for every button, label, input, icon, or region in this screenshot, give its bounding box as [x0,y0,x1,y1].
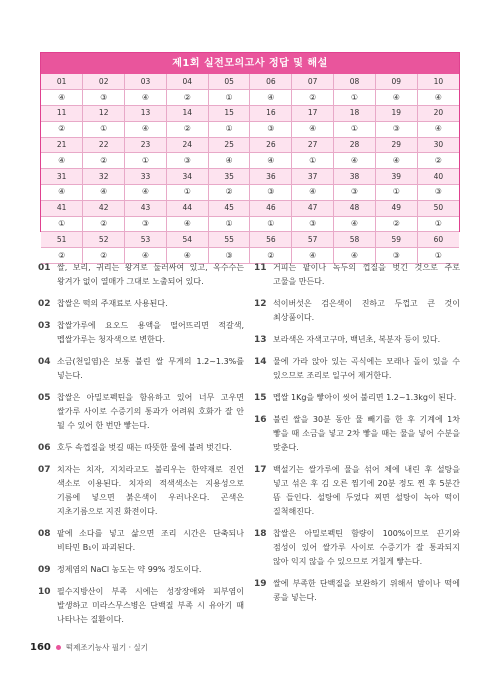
explanation-number: 11 [254,263,267,273]
explanation-number: 16 [254,415,267,425]
answer-cell: ① [41,216,83,232]
page-number: 160 [30,641,51,653]
explanation-item [38,585,244,627]
explanation-text: 물에 가라 앉아 있는 곡식에는 모래나 돌이 있을 수 있으므로 조리로 일구어 제거한다. [273,357,460,380]
question-number-cell: 15 [208,106,250,122]
answer-cell: ③ [334,185,376,201]
answer-cell: ① [208,90,250,106]
question-number-cell: 55 [208,232,250,248]
question-number-cell: 39 [375,169,417,185]
answer-cell: ④ [125,121,167,137]
explanation-item [254,261,460,289]
answer-table-title: 제1회 실전모의고사 정답 및 해설 [41,53,459,74]
question-number-cell: 43 [125,200,167,216]
question-number-row [41,74,459,90]
explanation-item [254,333,460,347]
question-number-cell: 53 [125,232,167,248]
explanation-item [254,577,460,605]
question-number-cell: 04 [166,74,208,90]
explanation-text: 호두 속껍질을 벗길 때는 따뜻한 물에 불려 벗긴다. [57,443,232,452]
question-number-cell: 14 [166,106,208,122]
answer-cell: ④ [41,90,83,106]
answer-cell: ④ [292,121,334,137]
explanation-text: 필수지방산이 부족 시에는 성장장애와 피부염이 발생하고 미라스무스병은 단백질 부족 시 유아기 때 나타나는 질환이다. [57,587,244,624]
question-number-row [41,169,459,185]
answer-cell: ② [166,90,208,106]
answer-row [41,153,459,169]
question-number-cell: 59 [375,232,417,248]
question-number-cell: 51 [41,232,83,248]
answer-cell: ③ [208,248,250,264]
answer-cell: ② [208,185,250,201]
question-number-cell: 33 [125,169,167,185]
question-number-cell: 08 [334,74,376,90]
question-number-cell: 26 [250,137,292,153]
question-number-row [41,200,459,216]
question-number-row [41,137,459,153]
answer-cell: ④ [208,153,250,169]
question-number-cell: 11 [41,106,83,122]
question-number-cell: 28 [334,137,376,153]
answer-grid [41,74,459,264]
explanation-item [38,297,244,311]
answer-cell: ③ [166,153,208,169]
book-title: 떡제조기능사 필기 · 실기 [65,642,148,652]
question-number-cell: 24 [166,137,208,153]
explanation-item [254,391,460,405]
explanation-item [254,355,460,383]
explanation-text: 소금(천일염)은 보통 불린 쌀 무게의 1.2~1.3%를 넣는다. [57,357,244,380]
answer-cell: ④ [250,90,292,106]
explanation-number: 08 [38,529,51,539]
question-number-cell: 22 [83,137,125,153]
question-number-cell: 45 [208,200,250,216]
answer-cell: ④ [375,90,417,106]
explanation-text: 찹쌀은 떡의 주재료로 사용된다. [57,299,168,308]
answer-cell: ④ [334,153,376,169]
answer-cell: ④ [166,216,208,232]
answer-cell: ③ [417,185,459,201]
explanation-number: 04 [38,357,51,367]
explanation-text: 보라색은 자색고구마, 백년초, 복분자 등이 있다. [273,335,441,344]
answer-cell: ② [292,90,334,106]
explanation-item [254,413,460,455]
answer-cell: ① [417,248,459,264]
explanation-item [38,441,244,455]
question-number-cell: 34 [166,169,208,185]
explanation-text: 찹쌀은 아밀로펙틴 함량이 100%이므로 끈기와 점성이 있어 쌀가루 사이로 수증기가 잘 통과되지 않아 익지 않을 수 있으므로 거칠게 빻는다. [273,529,460,566]
explanation-number: 18 [254,529,267,539]
question-number-cell: 42 [83,200,125,216]
question-number-cell: 23 [125,137,167,153]
explanation-item [38,261,244,289]
explanation-item [38,527,244,555]
answer-cell: ④ [375,153,417,169]
answer-cell: ④ [292,248,334,264]
explanation-text: 팥에 소다를 넣고 삶으면 조리 시간은 단축되나 비타민 B₁이 파괴된다. [57,529,244,552]
answer-cell: ② [41,248,83,264]
answer-cell: ③ [83,90,125,106]
explanation-number: 09 [38,565,51,575]
answer-cell: ② [166,121,208,137]
explanation-text: 쌀에 부족한 단백질을 보완하기 위해서 밤이나 떡에 콩을 넣는다. [273,579,460,602]
answer-row [41,90,459,106]
question-number-cell: 60 [417,232,459,248]
answer-cell: ① [250,216,292,232]
answer-cell: ② [375,216,417,232]
answer-cell: ① [334,90,376,106]
answer-cell: ④ [250,153,292,169]
question-number-cell: 38 [334,169,376,185]
question-number-cell: 18 [334,106,376,122]
question-number-cell: 41 [41,200,83,216]
answer-cell: ① [417,216,459,232]
answer-cell: ② [83,153,125,169]
answer-cell: ① [125,153,167,169]
explanation-item [254,463,460,519]
explanation-number: 02 [38,299,51,309]
answer-cell: ② [83,216,125,232]
answer-cell: ③ [125,216,167,232]
answer-cell: ② [83,248,125,264]
answer-cell: ④ [83,185,125,201]
answer-cell: ③ [250,121,292,137]
answer-cell: ① [83,121,125,137]
question-number-cell: 52 [83,232,125,248]
explanations-left-column [38,261,244,635]
explanation-item [38,319,244,347]
explanation-number: 14 [254,357,267,367]
question-number-cell: 50 [417,200,459,216]
question-number-cell: 31 [41,169,83,185]
explanation-item [38,463,244,519]
answer-row [41,185,459,201]
question-number-cell: 01 [41,74,83,90]
explanation-number: 01 [38,263,51,273]
question-number-cell: 27 [292,137,334,153]
question-number-cell: 54 [166,232,208,248]
question-number-cell: 32 [83,169,125,185]
answer-cell: ③ [375,121,417,137]
question-number-cell: 58 [334,232,376,248]
answer-cell: ④ [334,216,376,232]
question-number-cell: 29 [375,137,417,153]
question-number-cell: 09 [375,74,417,90]
question-number-cell: 03 [125,74,167,90]
bullet-dot-icon [56,645,61,650]
explanation-text: 백설기는 쌀가루에 물을 섞어 체에 내린 후 설탕을 넣고 섞은 후 김 오른 찜기에 20분 정도 찐 후 5분간 뜸 들인다. 설탕에 두었다 찌면 설탕이 녹아 떡이 질척해진다. [273,465,460,516]
explanation-number: 17 [254,465,267,475]
question-number-cell: 40 [417,169,459,185]
explanations-right-column [254,261,460,613]
explanation-text: 거피는 팥이나 녹두의 껍질을 벗긴 것으로 주로 고물을 만든다. [273,263,460,286]
question-number-cell: 48 [334,200,376,216]
answer-row [41,121,459,137]
explanation-number: 15 [254,393,267,403]
explanation-number: 12 [254,299,267,309]
explanation-item [254,297,460,325]
explanation-text: 멥쌀 1Kg을 빻아이 씻어 불리면 1.2~1.3kg이 된다. [273,393,457,402]
answer-cell: ① [208,121,250,137]
answer-cell: ① [375,185,417,201]
explanation-number: 05 [38,393,51,403]
question-number-cell: 35 [208,169,250,185]
explanation-number: 07 [38,465,51,475]
question-number-cell: 36 [250,169,292,185]
question-number-cell: 56 [250,232,292,248]
answer-cell: ④ [292,185,334,201]
question-number-row [41,106,459,122]
explanation-number: 13 [254,335,267,345]
answer-cell: ① [292,153,334,169]
answer-cell: ② [41,121,83,137]
question-number-cell: 46 [250,200,292,216]
answer-cell: ④ [41,153,83,169]
explanation-number: 06 [38,443,51,453]
question-number-cell: 25 [208,137,250,153]
question-number-cell: 05 [208,74,250,90]
answer-table [40,52,460,260]
explanation-item [38,355,244,383]
explanation-text: 찹쌀가루에 요오드 용액을 떨어뜨리면 적갈색, 멥쌀가루는 청자색으로 변한다. [57,321,244,344]
explanation-item [254,527,460,569]
answer-cell: ② [417,153,459,169]
question-number-cell: 02 [83,74,125,90]
answer-cell: ④ [166,248,208,264]
explanation-item [38,391,244,433]
answer-cell: ④ [417,121,459,137]
question-number-cell: 57 [292,232,334,248]
answer-cell: ③ [375,248,417,264]
answer-cell: ② [250,248,292,264]
question-number-cell: 19 [375,106,417,122]
answer-cell: ④ [334,248,376,264]
answer-cell: ④ [41,185,83,201]
explanation-number: 10 [38,587,51,597]
explanation-text: 찹쌀은 아밀로펙틴을 함유하고 있어 너무 고우면 쌀가루 사이로 수증기의 통과가 어려워 호화가 잘 안 될 수 있어 한 번만 빻는다. [57,393,244,430]
explanation-text: 석이버섯은 검은색이 진하고 두껍고 큰 것이 최상품이다. [273,299,460,322]
explanation-text: 정제염의 NaCl 농도는 약 99% 정도이다. [57,565,202,574]
question-number-cell: 30 [417,137,459,153]
question-number-cell: 47 [292,200,334,216]
answer-cell: ③ [292,216,334,232]
question-number-cell: 06 [250,74,292,90]
question-number-cell: 20 [417,106,459,122]
question-number-cell: 16 [250,106,292,122]
answer-cell: ① [166,185,208,201]
answer-cell: ① [334,121,376,137]
explanation-text: 쌀, 보리, 귀리는 왕겨로 둘러싸여 있고, 옥수수는 왕겨가 없이 열매가 그대로 노출되어 있다. [57,263,244,286]
explanation-text: 불린 쌀을 30분 동안 물 빼기를 한 후 기계에 1차 빻을 때 소금을 넣고 2차 빻을 때는 물을 넣어 수분을 맞춘다. [273,415,460,452]
answer-row [41,216,459,232]
question-number-cell: 21 [41,137,83,153]
explanation-number: 03 [38,321,51,331]
explanation-number: 19 [254,579,267,589]
page-footer [30,640,148,654]
question-number-cell: 49 [375,200,417,216]
question-number-cell: 44 [166,200,208,216]
explanation-item [38,563,244,577]
question-number-cell: 13 [125,106,167,122]
answer-cell: ④ [125,248,167,264]
question-number-cell: 12 [83,106,125,122]
question-number-row [41,232,459,248]
answer-cell: ④ [417,90,459,106]
question-number-cell: 37 [292,169,334,185]
answer-cell: ④ [125,90,167,106]
answer-cell: ③ [250,185,292,201]
question-number-cell: 07 [292,74,334,90]
answer-cell: ① [208,216,250,232]
answer-cell: ④ [125,185,167,201]
question-number-cell: 17 [292,106,334,122]
question-number-cell: 10 [417,74,459,90]
explanation-text: 치자는 치자, 지치라고도 불리우는 한약재로 진언 색소로 이용된다. 치자의 적색색소는 지용성으로 기름에 넣으면 붉은색이 우러나온다. 곤색은 지초기름으로 지진 화전이다. [57,465,244,516]
